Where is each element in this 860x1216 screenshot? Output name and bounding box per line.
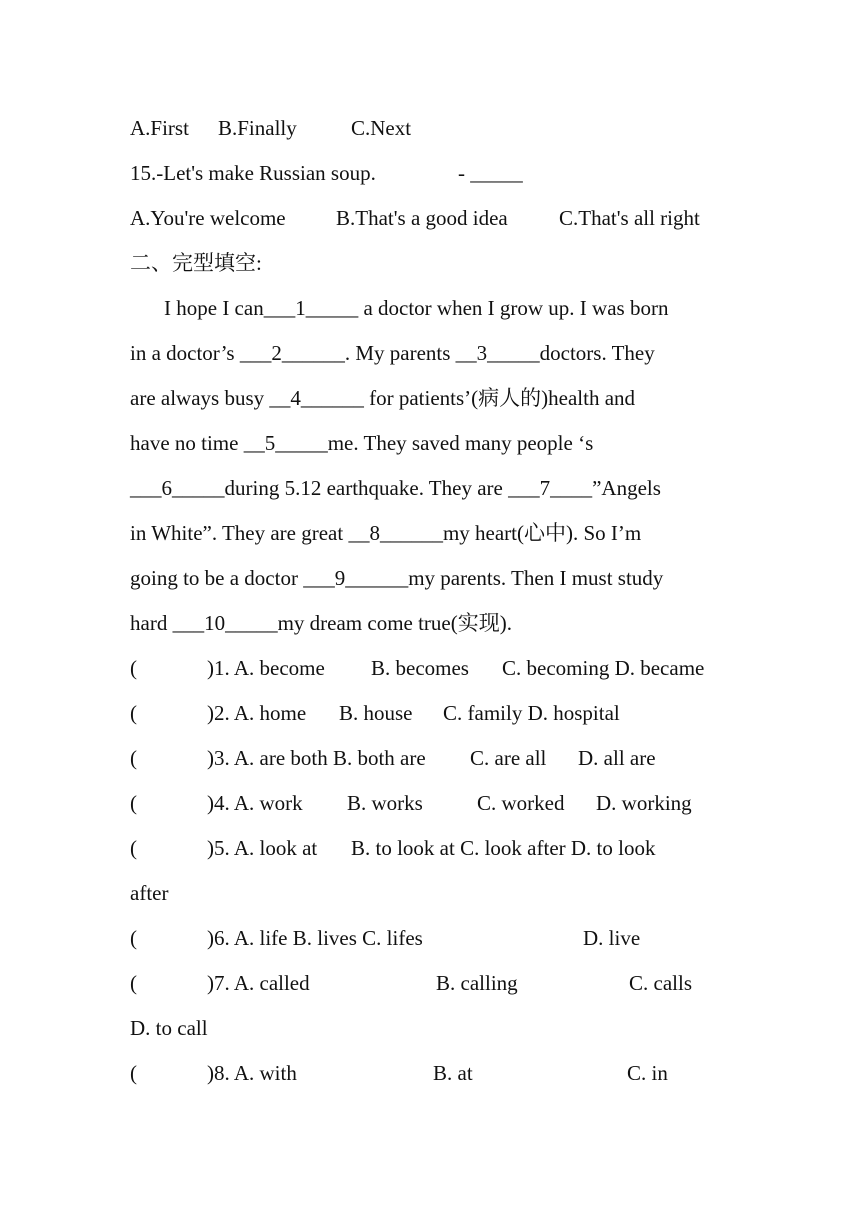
question-3-option-d: D. all are [578,746,656,770]
question-6-option-d: D. live [583,926,641,950]
passage-line: in a doctor’s ___2______. My parents __3_____doctors. They [130,341,655,365]
question-6-label: )6. A. life B. lives C. lifes [207,926,423,950]
answer-paren: ( [130,701,137,725]
question-4-option-b: B. works [347,791,423,815]
question-8-option-c: C. in [627,1061,668,1085]
q15-option-a: A.You're welcome [130,206,286,230]
question-3-label: )3. A. are both B. both are [207,746,426,770]
question-1-option-b: B. becomes [371,656,469,680]
question-7-wrap: D. to call [130,1016,208,1040]
passage-line: ___6_____during 5.12 earthquake. They are ___7____”Angels [130,476,661,500]
passage-line: going to be a doctor ___9______my parents. Then I must study [130,566,664,590]
question-4-label: )4. A. work [207,791,303,815]
answer-paren: ( [130,746,137,770]
question-7-label: )7. A. called [207,971,310,995]
question-5-label: )5. A. look at [207,836,318,860]
q14-option-c: C.Next [351,116,412,140]
answer-paren: ( [130,1061,137,1085]
question-3-option-c: C. are all [470,746,547,770]
question-7-option-b: B. calling [436,971,518,995]
q14-option-b: B.Finally [218,116,297,140]
answer-paren: ( [130,791,137,815]
answer-paren: ( [130,656,137,680]
answer-paren: ( [130,971,137,995]
question-2-option-b: B. house [339,701,413,725]
q14-option-a: A.First [130,116,189,140]
passage-line: hard ___10_____my dream come true(实现). [130,611,512,635]
question-2-option-cd: C. family D. hospital [443,701,620,725]
q15-option-b: B.That's a good idea [336,206,508,230]
question-4-option-d: D. working [596,791,692,815]
passage-line: have no time __5_____me. They saved many people ‘s [130,431,594,455]
answer-paren: ( [130,836,137,860]
q15-reply-blank: - _____ [458,161,523,185]
question-8-option-b: B. at [433,1061,473,1085]
q15-option-c: C.That's all right [559,206,700,230]
question-2-label: )2. A. home [207,701,307,725]
section-title: 二、完型填空: [130,251,262,275]
passage-line: in White”. They are great __8______my heart(心中). So I’m [130,521,642,545]
answer-paren: ( [130,926,137,950]
question-8-label: )8. A. with [207,1061,297,1085]
question-5-options-bcd: B. to look at C. look after D. to look [351,836,656,860]
question-1-label: )1. A. become [207,656,325,680]
question-4-option-c: C. worked [477,791,565,815]
q15-question: 15.-Let's make Russian soup. [130,161,376,185]
question-8 [130,1061,668,1205]
passage-line: I hope I can___1_____ a doctor when I grow up. I was born [164,296,669,320]
passage-line: are always busy __4______ for patients’(病人的)health and [130,386,636,410]
question-5-wrap: after [130,881,169,905]
question-7-option-c: C. calls [629,971,692,995]
question-1-option-cd: C. becoming D. became [502,656,705,680]
